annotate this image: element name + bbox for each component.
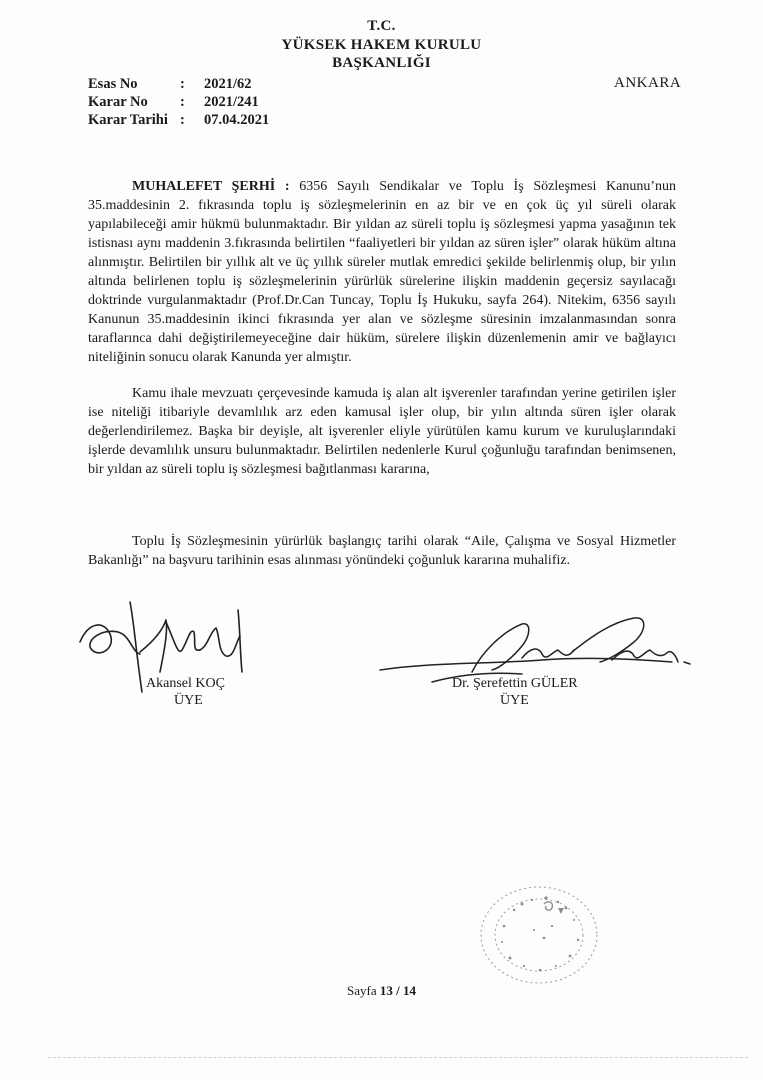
meta-label: Karar No — [88, 94, 148, 110]
meta-row-karar-no — [88, 93, 269, 111]
paragraph-dissent-opinion — [88, 177, 676, 367]
meta-value: 2021/62 — [204, 76, 252, 92]
signatory-left-name: Akansel KOÇ — [146, 676, 225, 691]
meta-row-esas-no — [88, 75, 269, 93]
signatory-left-role: ÜYE — [174, 693, 203, 708]
page-count: 13 / 14 — [379, 983, 416, 998]
signatory-right-role: ÜYE — [500, 693, 529, 708]
case-meta — [88, 75, 269, 129]
signatory-right-name: Dr. Şerefettin GÜLER — [452, 676, 578, 691]
meta-value: 07.04.2021 — [204, 112, 270, 128]
meta-label: Karar Tarihi — [88, 112, 168, 128]
page-prefix: Sayfa — [347, 983, 380, 998]
page-number — [0, 983, 763, 999]
header-institution: YÜKSEK HAKEM KURULU — [281, 37, 482, 53]
meta-sep: : — [180, 76, 185, 92]
official-seal-stamp — [474, 880, 604, 990]
meta-value: 2021/241 — [204, 94, 259, 110]
meta-row-karar-tarihi — [88, 111, 269, 129]
scan-edge-line — [48, 1057, 748, 1058]
meta-sep: : — [180, 94, 185, 110]
meta-label: Esas No — [88, 76, 138, 92]
city-label: ANKARA — [614, 75, 682, 91]
meta-sep: : — [180, 112, 185, 128]
paragraph-text: 6356 Sayılı Sendikalar ve Toplu İş Sözleşmesi Kanunu’nun 35.maddesinin 2. fıkrasında toplu iş sözleşmelerinin en az bir ve en çok üç yıl süreli olarak yapılabileceği amir hükmü bulunmaktadır. Bir yıldan az süreli toplu iş sözleşmesi yapma yasağının tek istisnası aynı maddenin 3.fıkrasında belirtilen “faaliyetleri bir yıldan az süren işler” olarak hüküm altına alınmıştır. Belirtilen bir yıllık alt ve üç yıllık süreler mutlak emredici şekilde belirlenmiş olup, bir yılın altında belirlenen toplu iş sözleşmelerinin yürürlük sürelerine ilişkin maddenin geçersiz sayılacağı doktrinde vurgulanmaktadır (Prof.Dr.Can Tuncay, Toplu İş Hukuku, sayfa 264). Nitekim, 6356 sayılı Kanunun 35.maddesinin ikinci fıkrasında yer alan ve sözleşme süresinin imzalanmasından sonra taraflarınca dahi değiştirilemeyeceğine dair hüküm, sürelere ilişkin düzenlemenin amir ve bağlayıcı niteliğinin sonucu olarak Kanunda yer almıştır. — [88, 179, 676, 365]
paragraph-public-procurement: Kamu ihale mevzuatı çerçevesinde kamuda iş alan alt işverenler tarafından yerine getirilen işler ise niteliği itibariyle devamlılık arz eden kamusal işler olup, bir yılın altında süren işler olarak değerlendirilemez. Başka bir deyişle, alt işverenler eliyle yürütülen kamu kurum ve kuruluşlarındaki işlerde devamlılık unsuru bulunmaktadır. Belirtilen nedenlerle Kurul çoğunluğu tarafından benimsenen, bir yıldan az süreli toplu iş sözleşmesi bağıtlanması kararına, — [88, 386, 676, 477]
dissent-heading: MUHALEFET ŞERHİ : — [132, 179, 290, 194]
paragraph-effective-date: Toplu İş Sözleşmesinin yürürlük başlangıç tarihi olarak “Aile, Çalışma ve Sosyal Hizmetler Bakanlığı” na başvuru tarihinin esas alınması yönündeki çoğunluk kararına muhalifiz. — [88, 534, 676, 568]
header-presidency: BAŞKANLIĞI — [332, 55, 431, 71]
header-tc: T.C. — [367, 18, 396, 34]
